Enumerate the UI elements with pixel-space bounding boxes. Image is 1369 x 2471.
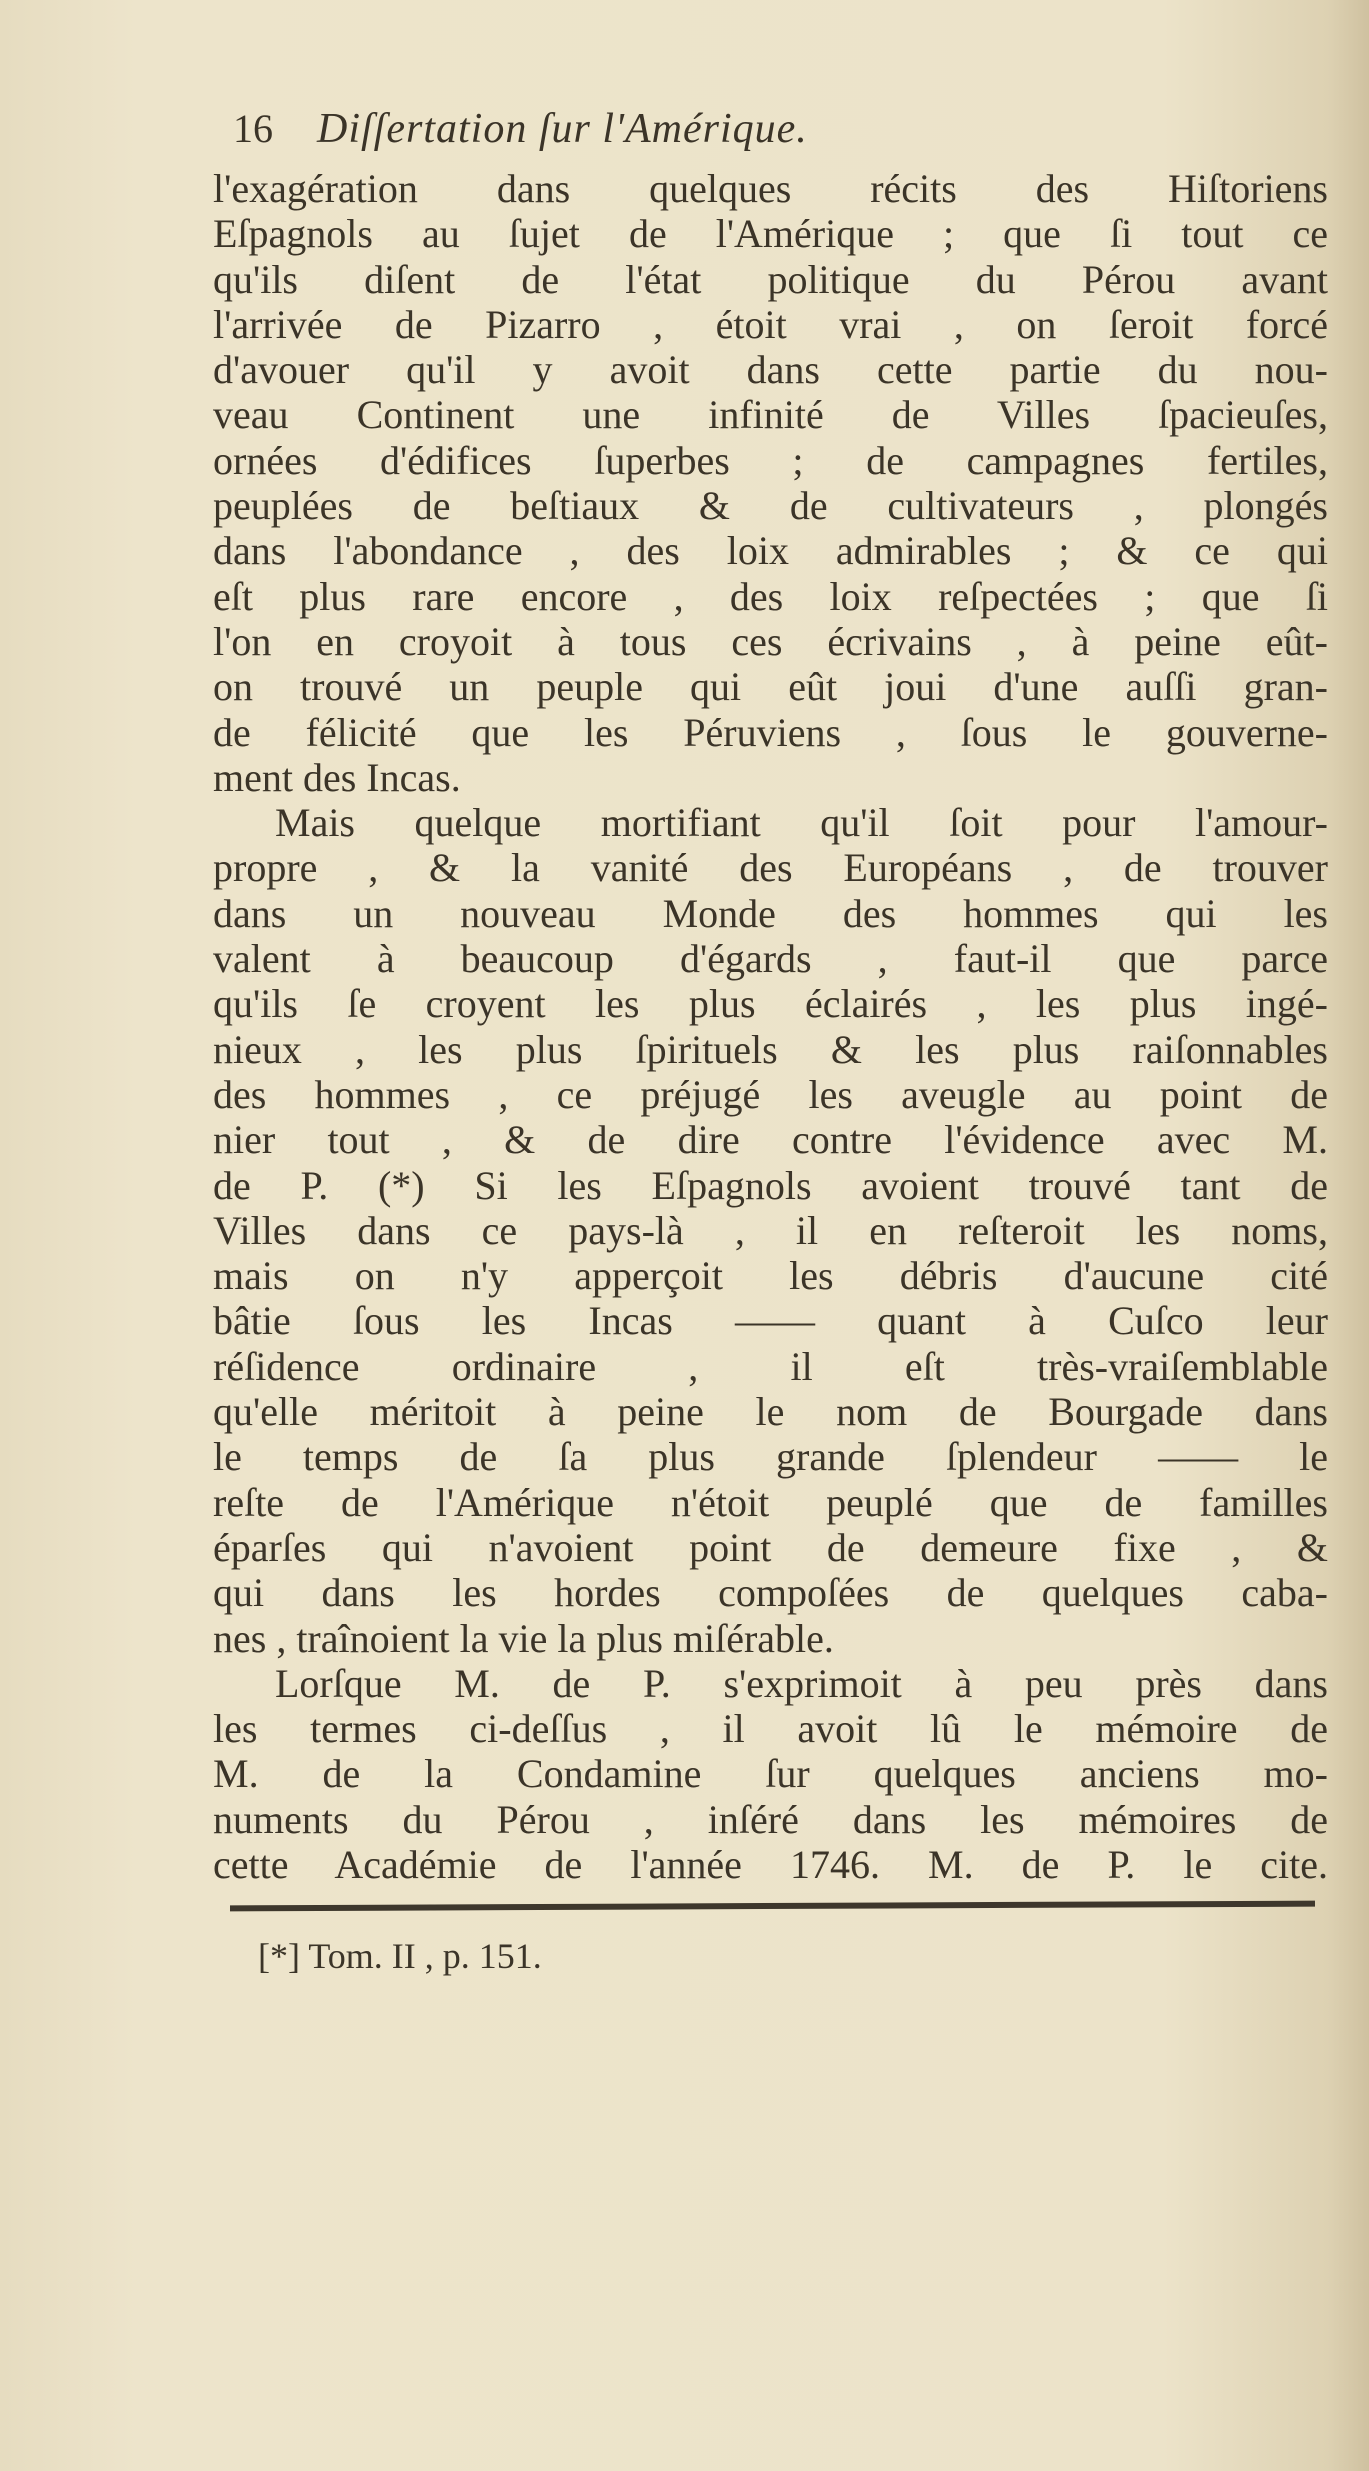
text-line: bâtie ſous les Incas —— quant à Cuſco leur [213,1298,1328,1344]
text-line: ment des Incas. [213,754,461,800]
running-header [225,105,1325,155]
text-line: numents du Pérou , inſéré dans les mémoires de [213,1796,1328,1842]
text-line: eſt plus rare encore , des loix reſpectées ; que ſi [213,573,1328,619]
text-line: le temps de ſa plus grande ſplendeur —— le [213,1434,1328,1480]
text-line: Mais quelque mortifiant qu'il ſoit pour l'amour- [275,800,1328,846]
text-line: dans un nouveau Monde des hommes qui les [213,890,1328,936]
text-line: Eſpagnols au ſujet de l'Amérique ; que ſi tout ce [213,211,1328,257]
text-line: éparſes qui n'avoient point de demeure fixe , & [213,1524,1328,1570]
text-line: qu'elle méritoit à peine le nom de Bourgade dans [213,1389,1328,1435]
text-line: mais on n'y apperçoit les débris d'aucune cité [213,1253,1328,1299]
text-line: d'avouer qu'il y avoit dans cette partie du nou- [213,347,1328,393]
page-number: 16 [233,106,273,151]
text-line: des hommes , ce préjugé les aveugle au point de [213,1071,1328,1117]
text-line: M. de la Condamine ſur quelques anciens mo- [213,1751,1328,1797]
text-line: de félicité que les Péruviens , ſous le gouverne- [213,709,1328,755]
text-line: l'arrivée de Pizarro , étoit vrai , on ſeroit forcé [213,301,1328,347]
text-line: l'exagération dans quelques récits des Hiſtoriens [213,166,1328,211]
text-line: on trouvé un peuple qui eût joui d'une auſſi gran- [213,664,1328,710]
text-line: qui dans les hordes compoſées de quelques caba- [213,1570,1328,1616]
text-line: nier tout , & de dire contre l'évidence avec M. [213,1117,1328,1163]
text-line: qu'ils ſe croyent les plus éclairés , les plus ingé- [213,981,1328,1027]
text-line: veau Continent une infinité de Villes ſpacieuſes, [213,392,1328,438]
text-line: Lorſque M. de P. s'exprimoit à peu près dans [275,1660,1328,1706]
text-line: peuplées de beſtiaux & de cultivateurs , plongés [213,483,1328,529]
text-line: réſidence ordinaire , il eſt très-vraiſemblable [213,1343,1328,1389]
text-line: cette Académie de l'année 1746. M. de P. le cite. [213,1841,1328,1887]
text-line: reſte de l'Amérique n'étoit peuplé que de familles [213,1479,1328,1525]
footnote: [*] Tom. II , p. 151. [258,1936,542,1976]
text-line: de P. (*) Si les Eſpagnols avoient trouvé tant de [213,1162,1328,1208]
text-line: l'on en croyoit à tous ces écrivains , à peine eût- [213,618,1328,664]
text-line: nes , traînoient la vie la plus miſérable. [213,1615,834,1661]
text-line: Villes dans ce pays-là , il en reſteroit les noms, [213,1207,1328,1253]
text-line: propre , & la vanité des Européans , de trouver [213,845,1328,891]
text-line: qu'ils diſent de l'état politique du Pérou avant [213,256,1328,302]
text-line: les termes ci-deſſus , il avoit lû le mémoire de [213,1706,1328,1752]
footnote-rule [230,1901,1315,1912]
text-line: ornées d'édifices ſuperbes ; de campagnes fertiles, [213,437,1328,483]
text-line: dans l'abondance , des loix admirables ; & ce qui [213,528,1328,574]
text-line: nieux , les plus ſpirituels & les plus raiſonnables [213,1026,1328,1072]
running-title: Diſſertation ſur l'Amérique. [317,106,808,152]
body-text [213,166,1328,1887]
text-line: valent à beaucoup d'égards , faut-il que parce [213,936,1328,982]
